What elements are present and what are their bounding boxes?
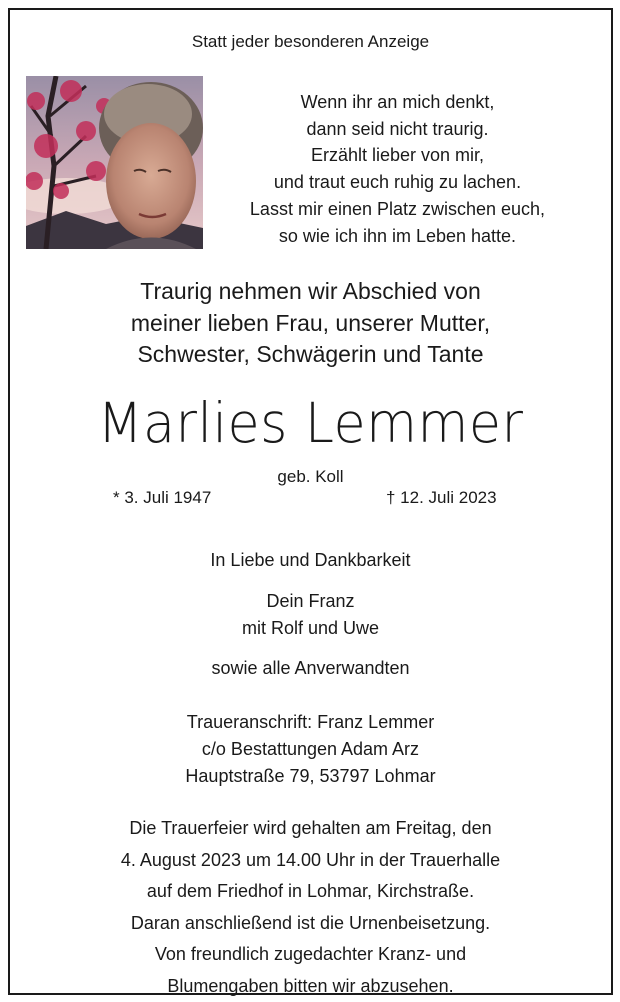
poem-line: so wie ich ihn im Leben hatte. [210,223,585,250]
intro-line: meiner lieben Frau, unserer Mutter, [10,308,611,340]
ceremony-line: Daran anschließend ist die Urnenbeisetzung. [10,908,611,940]
address-line: c/o Bestattungen Adam Arz [10,736,611,763]
obituary-frame [8,8,613,995]
header-text: Statt jeder besonderen Anzeige [10,32,611,52]
relatives: sowie alle Anverwandten [10,655,611,682]
poem-line: und traut euch ruhig zu lachen. [210,169,585,196]
ceremony-line: Blumengaben bitten wir abzusehen. [10,971,611,1002]
address-line: Hauptstraße 79, 53797 Lohmar [10,763,611,790]
poem-line: Erzählt lieber von mir, [210,142,585,169]
mourning-address [10,709,611,790]
poem [210,89,585,249]
poem-line: Lasst mir einen Platz zwischen euch, [210,196,585,223]
portrait-photo [26,76,203,249]
maiden-name: geb. Koll [10,467,611,487]
family-line: Dein Franz [10,588,611,615]
ceremony-line: auf dem Friedhof in Lohmar, Kirchstraße. [10,876,611,908]
death-date: † 12. Juli 2023 [386,488,497,508]
ceremony-line: Die Trauerfeier wird gehalten am Freitag, den [10,813,611,845]
intro-text [10,276,611,371]
family-block [10,588,611,642]
family-line: mit Rolf und Uwe [10,615,611,642]
ceremony-info [10,813,611,1002]
ceremony-line: 4. August 2023 um 14.00 Uhr in der Trauerhalle [10,845,611,877]
dedication: In Liebe und Dankbarkeit [10,547,611,574]
deceased-name: Marlies Lemmer [25,391,596,455]
intro-line: Traurig nehmen wir Abschied von [10,276,611,308]
ceremony-line: Von freundlich zugedachter Kranz- und [10,939,611,971]
intro-line: Schwester, Schwägerin und Tante [10,339,611,371]
poem-line: Wenn ihr an mich denkt, [210,89,585,116]
address-line: Traueranschrift: Franz Lemmer [10,709,611,736]
poem-line: dann seid nicht traurig. [210,116,585,143]
birth-date: * 3. Juli 1947 [113,488,211,508]
